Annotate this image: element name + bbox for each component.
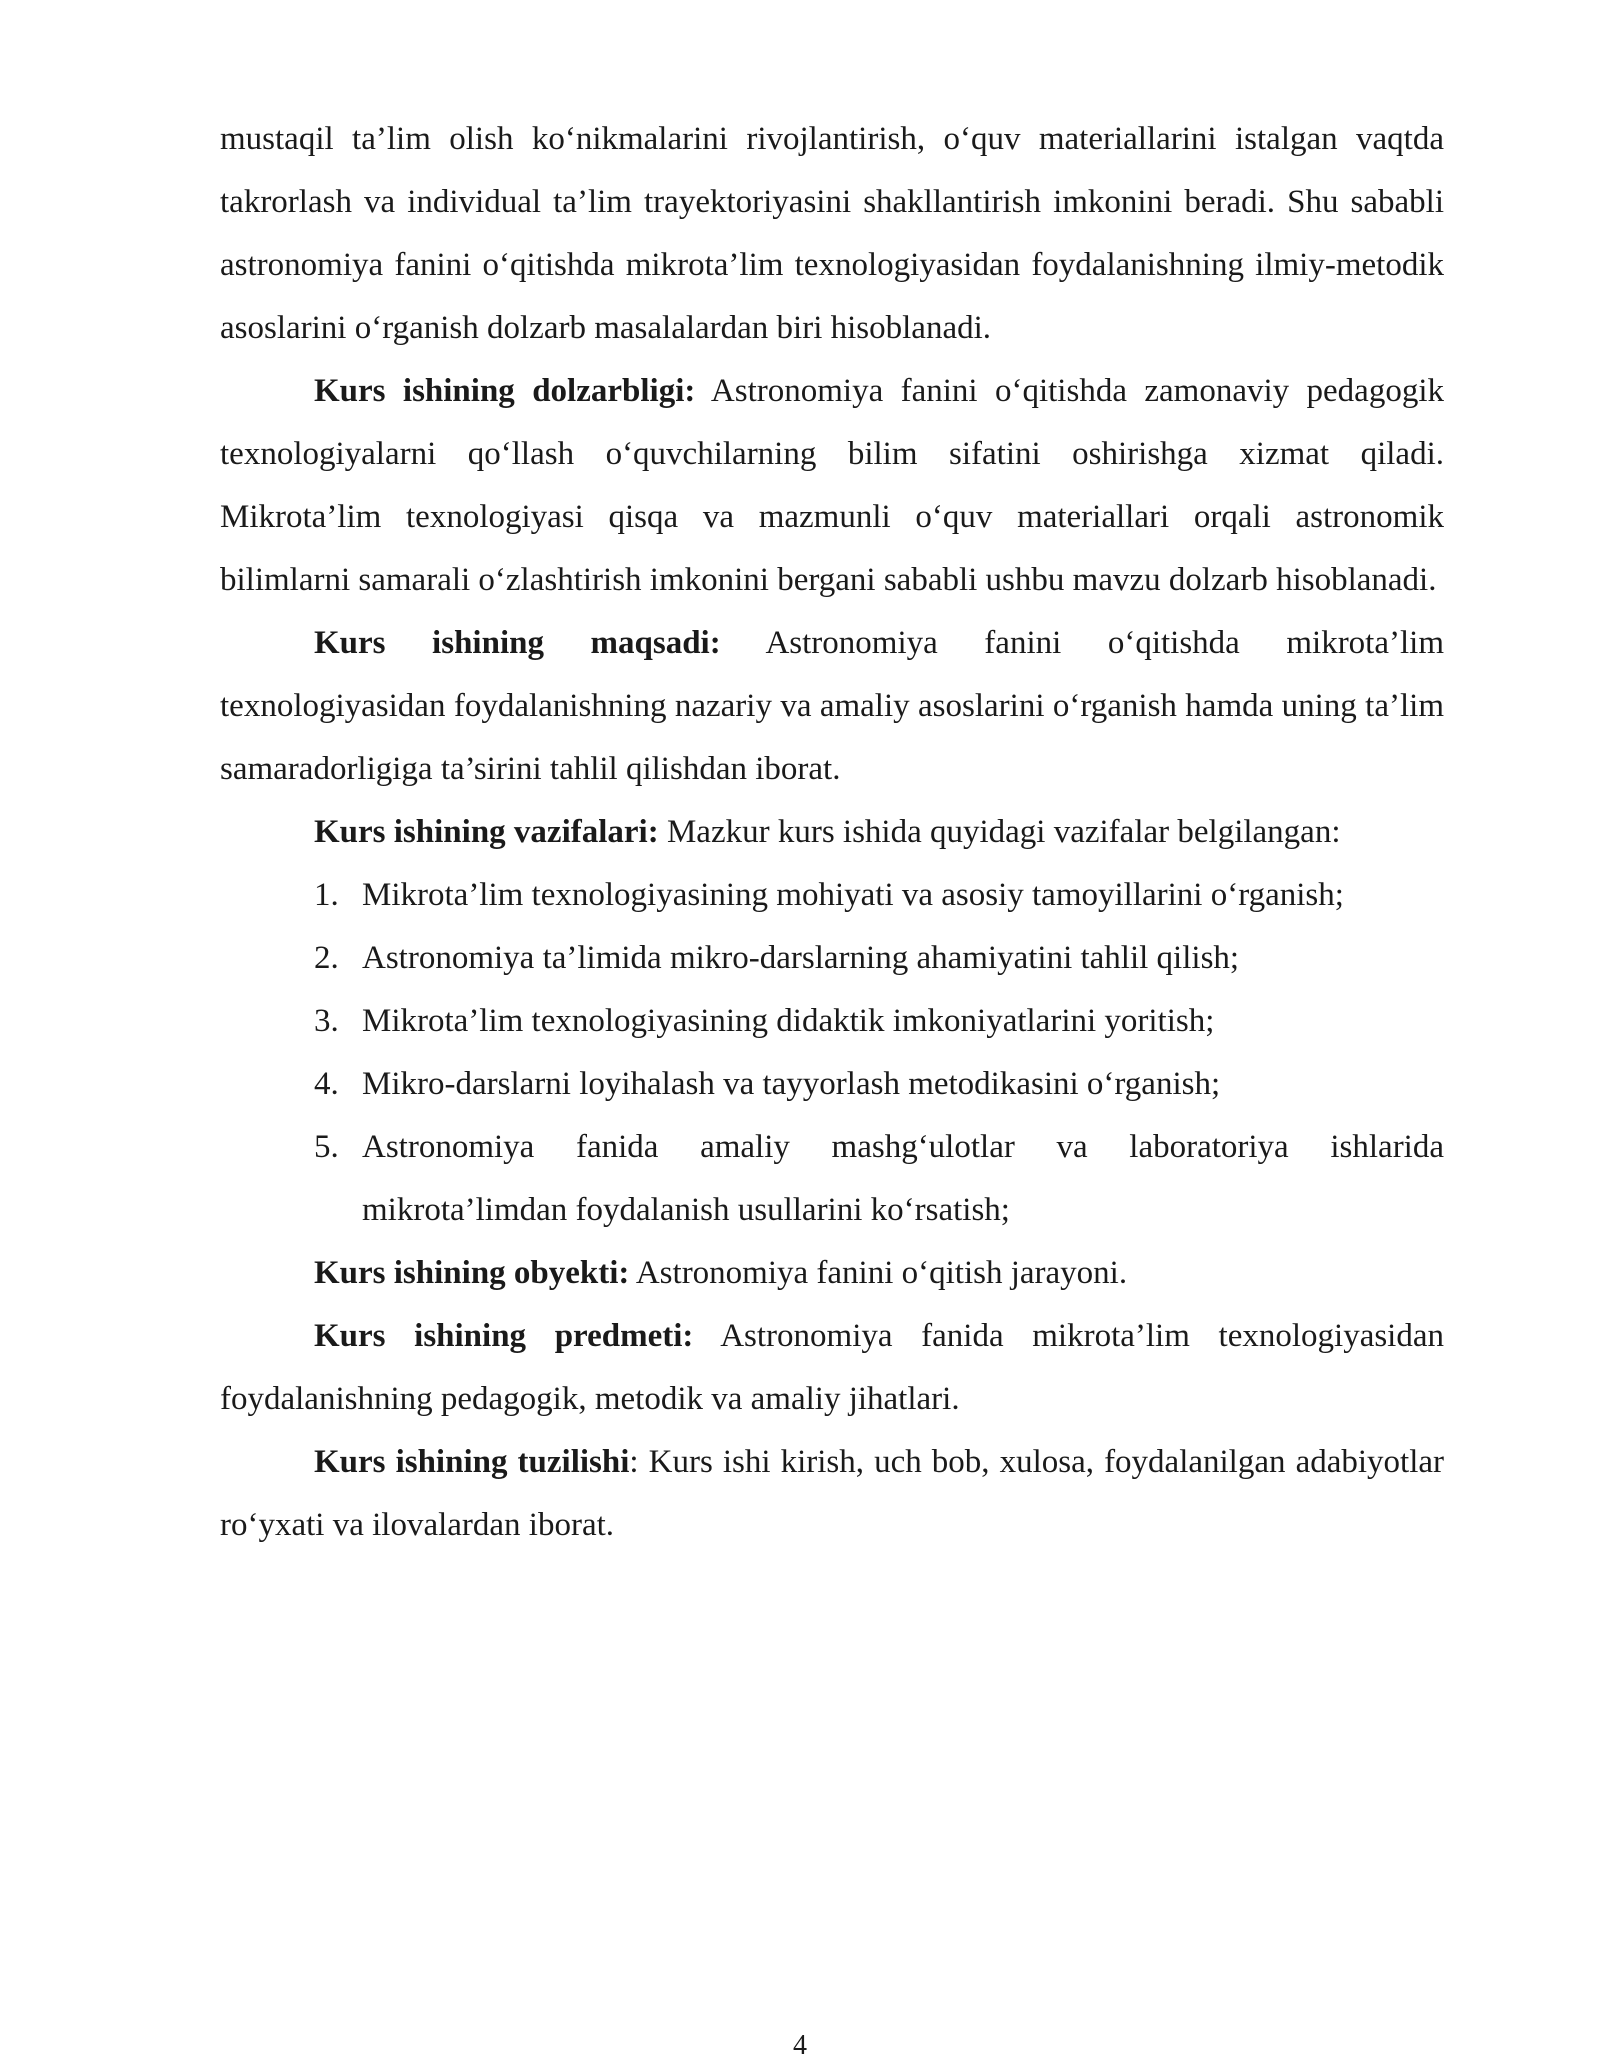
list-item	[220, 927, 1444, 990]
list-item	[220, 1116, 1444, 1242]
relevance-text: Astronomiya fanini o‘qitishda zamonaviy pedagogik texnologiyalarni qo‘llash o‘quvchilarning bilim sifatini oshirishga xizmat qiladi. Mikrota’lim texnologiyasi qisqa va mazmunli o‘quv materiallari orqali astronomik bilimlarni samarali o‘zlashtirish imkonini bergani sababli ushbu mavzu dolzarb hisoblanadi.	[220, 373, 1444, 598]
intro-paragraph: mustaqil ta’lim olish ko‘nikmalarini rivojlantirish, o‘quv materiallarini istalgan vaqtda takrorlash va individual ta’lim trayektoriyasini shakllantirish imkonini beradi. Shu sababli astronomiya fanini o‘qitishda mikrota’lim texnologiyasidan foydalanishning ilmiy-metodik asoslarini o‘rganish dolzarb masalalardan biri hisoblanadi.	[220, 121, 1444, 346]
relevance-paragraph	[220, 360, 1444, 612]
list-item-number: 1.	[314, 877, 339, 913]
structure-text: : Kurs ishi kirish, uch bob, xulosa, foydalanilgan adabiyotlar ro‘yxati va ilovalardan iborat.	[220, 1444, 1444, 1543]
tasks-heading: Kurs ishining vazifalari:	[314, 814, 659, 850]
tasks-list	[220, 864, 1444, 1242]
list-item-number: 5.	[314, 1129, 339, 1165]
object-paragraph	[220, 1242, 1444, 1305]
relevance-heading: Kurs ishining dolzarbligi:	[314, 373, 696, 409]
page-number: 4	[793, 2030, 807, 2061]
list-item-text: Mikrota’lim texnologiyasining didaktik imkoniyatlarini yoritish;	[362, 1003, 1215, 1039]
list-item-number: 4.	[314, 1066, 339, 1102]
object-heading: Kurs ishining obyekti:	[314, 1255, 630, 1291]
list-item	[220, 1053, 1444, 1116]
list-item-text: Astronomiya ta’limida mikro-darslarning ahamiyatini tahlil qilish;	[362, 940, 1240, 976]
list-item-text: Astronomiya fanida amaliy mashg‘ulotlar va laboratoriya ishlarida mikrota’limdan foydalanish usullarini ko‘rsatish;	[362, 1129, 1444, 1228]
subject-paragraph	[220, 1305, 1444, 1431]
goal-heading: Kurs ishining maqsadi:	[314, 625, 721, 661]
structure-heading: Kurs ishining tuzilishi	[314, 1444, 630, 1480]
goal-text: Astronomiya fanini o‘qitishda mikrota’lim texnologiyasidan foydalanishning nazariy va amaliy asoslarini o‘rganish hamda uning ta’lim samaradorligiga ta’sirini tahlil qilishdan iborat.	[220, 625, 1444, 787]
list-item	[220, 990, 1444, 1053]
subject-heading: Kurs ishining predmeti:	[314, 1318, 694, 1354]
list-item-text: Mikro-darslarni loyihalash va tayyorlash metodikasini o‘rganish;	[362, 1066, 1221, 1102]
tasks-text: Mazkur kurs ishida quyidagi vazifalar belgilangan:	[658, 814, 1341, 850]
document-page	[220, 108, 1444, 1557]
tasks-paragraph	[220, 801, 1444, 864]
list-item-number: 3.	[314, 1003, 339, 1039]
list-item	[220, 864, 1444, 927]
structure-paragraph	[220, 1431, 1444, 1557]
goal-paragraph	[220, 612, 1444, 801]
object-text: Astronomiya fanini o‘qitish jarayoni.	[629, 1255, 1128, 1291]
subject-text: Astronomiya fanida mikrota’lim texnologiyasidan foydalanishning pedagogik, metodik va amaliy jihatlari.	[220, 1318, 1444, 1417]
list-item-number: 2.	[314, 940, 339, 976]
list-item-text: Mikrota’lim texnologiyasining mohiyati va asosiy tamoyillarini o‘rganish;	[362, 877, 1344, 913]
